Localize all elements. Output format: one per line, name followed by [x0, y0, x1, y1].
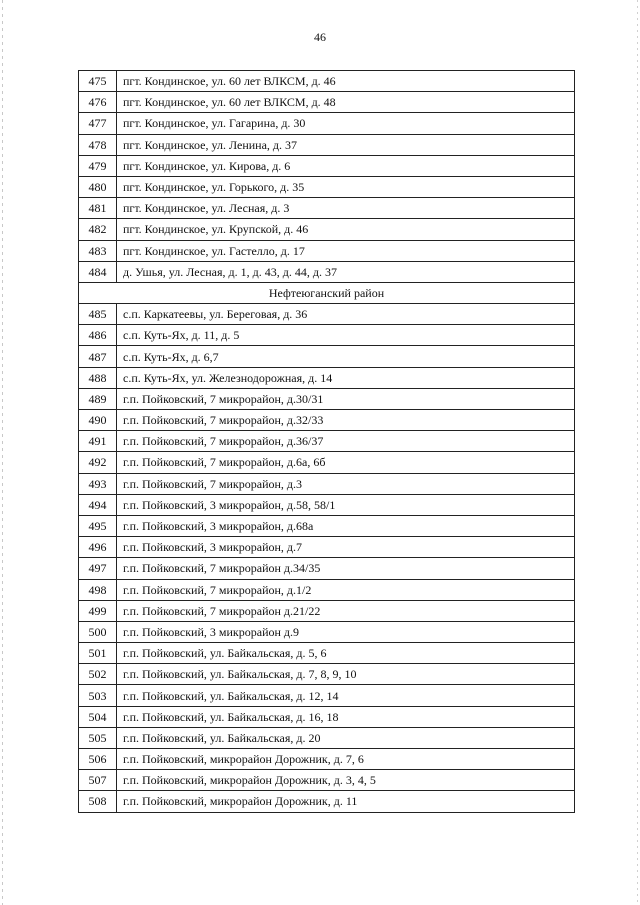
scan-edge-right — [637, 0, 638, 905]
table-row — [79, 431, 575, 452]
row-address: г.п. Пойковский, ул. Байкальская, д. 16, 18 — [117, 706, 575, 727]
row-address: с.п. Куть-Ях, д. 11, д. 5 — [117, 325, 575, 346]
table-row — [79, 388, 575, 409]
row-number: 498 — [79, 579, 117, 600]
table-row — [79, 134, 575, 155]
table-row — [79, 240, 575, 261]
row-address: г.п. Пойковский, 7 микрорайон, д.36/37 — [117, 431, 575, 452]
row-address: пгт. Кондинское, ул. Гагарина, д. 30 — [117, 113, 575, 134]
table-row — [79, 749, 575, 770]
row-number: 505 — [79, 727, 117, 748]
row-number: 496 — [79, 537, 117, 558]
row-address: пгт. Кондинское, ул. Горького, д. 35 — [117, 176, 575, 197]
table-row — [79, 706, 575, 727]
table-row — [79, 515, 575, 536]
table-row — [79, 304, 575, 325]
table-row — [79, 346, 575, 367]
row-address: пгт. Кондинское, ул. Крупской, д. 46 — [117, 219, 575, 240]
row-address: г.п. Пойковский, 7 микрорайон, д.32/33 — [117, 410, 575, 431]
row-address: пгт. Кондинское, ул. Гастелло, д. 17 — [117, 240, 575, 261]
row-address: г.п. Пойковский, 7 микрорайон д.21/22 — [117, 600, 575, 621]
row-number: 489 — [79, 388, 117, 409]
row-address: с.п. Каркатеевы, ул. Береговая, д. 36 — [117, 304, 575, 325]
row-number: 495 — [79, 515, 117, 536]
table-row — [79, 219, 575, 240]
row-number: 508 — [79, 791, 117, 812]
row-number: 502 — [79, 664, 117, 685]
row-address: г.п. Пойковский, 7 микрорайон, д.30/31 — [117, 388, 575, 409]
row-number: 501 — [79, 643, 117, 664]
table-row — [79, 770, 575, 791]
row-number: 483 — [79, 240, 117, 261]
row-address: г.п. Пойковский, 7 микрорайон, д.3 — [117, 473, 575, 494]
table-row — [79, 410, 575, 431]
table-row — [79, 537, 575, 558]
table-row — [79, 473, 575, 494]
row-address: г.п. Пойковский, 3 микрорайон д.9 — [117, 621, 575, 642]
row-address: с.п. Куть-Ях, ул. Железнодорожная, д. 14 — [117, 367, 575, 388]
row-address: г.п. Пойковский, 3 микрорайон, д.68а — [117, 515, 575, 536]
row-address: г.п. Пойковский, 3 микрорайон, д.7 — [117, 537, 575, 558]
row-number: 504 — [79, 706, 117, 727]
row-address: г.п. Пойковский, микрорайон Дорожник, д. 11 — [117, 791, 575, 812]
row-number: 484 — [79, 261, 117, 282]
row-address: пгт. Кондинское, ул. Ленина, д. 37 — [117, 134, 575, 155]
row-address: г.п. Пойковский, ул. Байкальская, д. 7, 8, 9, 10 — [117, 664, 575, 685]
table-row — [79, 727, 575, 748]
table-row — [79, 92, 575, 113]
row-address: пгт. Кондинское, ул. 60 лет ВЛКСМ, д. 46 — [117, 71, 575, 92]
row-address: г.п. Пойковский, 7 микрорайон д.34/35 — [117, 558, 575, 579]
row-address: пгт. Кондинское, ул. Кирова, д. 6 — [117, 155, 575, 176]
row-number: 503 — [79, 685, 117, 706]
row-address: г.п. Пойковский, микрорайон Дорожник, д. 3, 4, 5 — [117, 770, 575, 791]
address-table-body — [79, 71, 575, 813]
address-table — [78, 70, 575, 813]
row-address: пгт. Кондинское, ул. Лесная, д. 3 — [117, 198, 575, 219]
table-row — [79, 558, 575, 579]
table-row — [79, 685, 575, 706]
table-row — [79, 198, 575, 219]
table-row — [79, 367, 575, 388]
table-row — [79, 791, 575, 812]
row-address: пгт. Кондинское, ул. 60 лет ВЛКСМ, д. 48 — [117, 92, 575, 113]
row-number: 497 — [79, 558, 117, 579]
table-row — [79, 261, 575, 282]
table-row — [79, 176, 575, 197]
row-number: 482 — [79, 219, 117, 240]
row-number: 500 — [79, 621, 117, 642]
table-row — [79, 643, 575, 664]
row-number: 491 — [79, 431, 117, 452]
table-row — [79, 71, 575, 92]
row-address: г.п. Пойковский, 3 микрорайон, д.58, 58/1 — [117, 494, 575, 515]
table-row — [79, 664, 575, 685]
row-number: 494 — [79, 494, 117, 515]
row-number: 507 — [79, 770, 117, 791]
row-number: 478 — [79, 134, 117, 155]
table-row — [79, 494, 575, 515]
row-address: г.п. Пойковский, 7 микрорайон, д.1/2 — [117, 579, 575, 600]
row-number: 487 — [79, 346, 117, 367]
page-number: 46 — [314, 30, 326, 44]
row-address: г.п. Пойковский, 7 микрорайон, д.6а, 6б — [117, 452, 575, 473]
section-row — [79, 282, 575, 303]
table-row — [79, 325, 575, 346]
table-row — [79, 600, 575, 621]
row-number: 493 — [79, 473, 117, 494]
table-row — [79, 155, 575, 176]
row-number: 475 — [79, 71, 117, 92]
row-number: 506 — [79, 749, 117, 770]
row-address: д. Ушья, ул. Лесная, д. 1, д. 43, д. 44, д. 37 — [117, 261, 575, 282]
section-title: Нефтеюганский район — [79, 282, 575, 303]
row-address: г.п. Пойковский, микрорайон Дорожник, д. 7, 6 — [117, 749, 575, 770]
row-number: 499 — [79, 600, 117, 621]
row-number: 480 — [79, 176, 117, 197]
row-number: 488 — [79, 367, 117, 388]
row-number: 476 — [79, 92, 117, 113]
row-number: 485 — [79, 304, 117, 325]
table-row — [79, 621, 575, 642]
row-number: 477 — [79, 113, 117, 134]
table-row — [79, 452, 575, 473]
row-number: 492 — [79, 452, 117, 473]
row-address: г.п. Пойковский, ул. Байкальская, д. 20 — [117, 727, 575, 748]
row-number: 490 — [79, 410, 117, 431]
table-row — [79, 113, 575, 134]
scan-edge-left — [2, 0, 3, 905]
row-address: с.п. Куть-Ях, д. 6,7 — [117, 346, 575, 367]
row-number: 486 — [79, 325, 117, 346]
row-number: 481 — [79, 198, 117, 219]
row-address: г.п. Пойковский, ул. Байкальская, д. 12, 14 — [117, 685, 575, 706]
row-address: г.п. Пойковский, ул. Байкальская, д. 5, 6 — [117, 643, 575, 664]
row-number: 479 — [79, 155, 117, 176]
table-row — [79, 579, 575, 600]
